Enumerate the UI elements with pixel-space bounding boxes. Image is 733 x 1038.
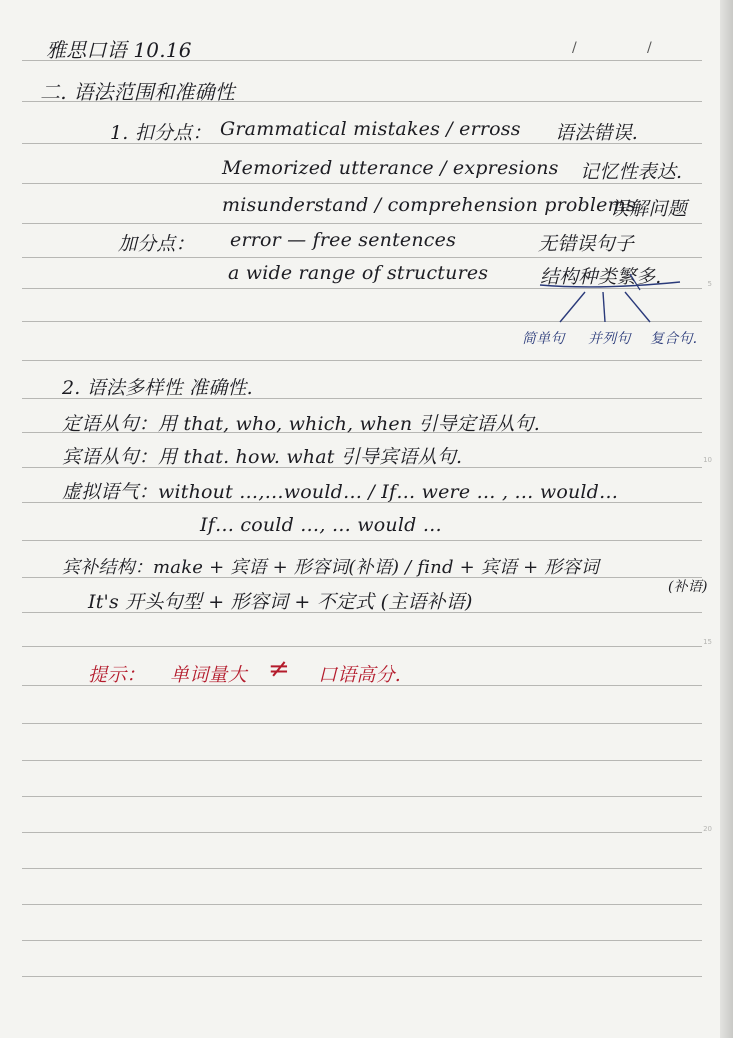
structure-type-simple: 简单句 [522, 331, 565, 347]
structure-type-complex: 复合句. [650, 331, 698, 347]
structure-type-compound: 并列句 [588, 331, 631, 347]
grammar-line-object-complement: 宾补结构：make + 宾语 + 形容词(补语) / find + 宾语 + 形容词 [62, 557, 599, 578]
grammar-line-its-pattern: It's 开头句型 + 形容词 + 不定式 (主语补语) [88, 591, 473, 613]
header-tick-mark: / [647, 40, 652, 56]
not-equal-symbol: ≠ [268, 654, 290, 684]
line-number: 15 [703, 638, 712, 646]
add-item-zh: 无错误句子 [538, 233, 635, 255]
deduct-item-zh: 语法错误. [555, 122, 639, 144]
page-edge-shadow [720, 0, 733, 1038]
deduct-item-en: Memorized utterance / expresions [222, 157, 559, 179]
line-number: 20 [703, 825, 712, 833]
tip-label: 提示： [88, 664, 146, 686]
section-heading: 二. 语法范围和准确性 [40, 80, 235, 104]
part2-heading: 2. 语法多样性 准确性. [62, 377, 253, 399]
deduct-item-zh: 误解问题 [610, 198, 687, 220]
grammar-line-subjunctive: 虚拟语气：without …,…would… / If… were … , … would… [62, 481, 619, 503]
tip-text: 单词量大 [170, 664, 247, 686]
add-points-label: 加分点： [118, 233, 195, 255]
side-note: (补语) [668, 579, 708, 595]
page-title: 雅思口语 10.16 [46, 38, 192, 62]
line-number: 10 [703, 456, 712, 464]
add-item-en: error — free sentences [230, 229, 457, 251]
grammar-line-attributive: 定语从句：用 that, who, which, when 引导定语从句. [62, 413, 540, 435]
deduct-item-en: misunderstand / comprehension problems [222, 194, 636, 216]
line-number: 5 [707, 280, 712, 288]
deduct-item-en: Grammatical mistakes / erross [220, 118, 521, 140]
deduct-points-label: 1. 扣分点： [110, 122, 212, 144]
grammar-line-subjunctive-2: If… could …, … would … [200, 514, 442, 536]
grammar-line-object: 宾语从句：用 that. how. what 引导宾语从句. [62, 446, 463, 468]
deduct-item-zh: 记忆性表达. [580, 161, 683, 183]
add-item-en: a wide range of structures [228, 262, 489, 284]
tip-text-rest: 口语高分. [318, 664, 402, 686]
add-item-zh: 结构种类繁多. [540, 266, 662, 288]
header-tick-mark: / [572, 40, 577, 56]
